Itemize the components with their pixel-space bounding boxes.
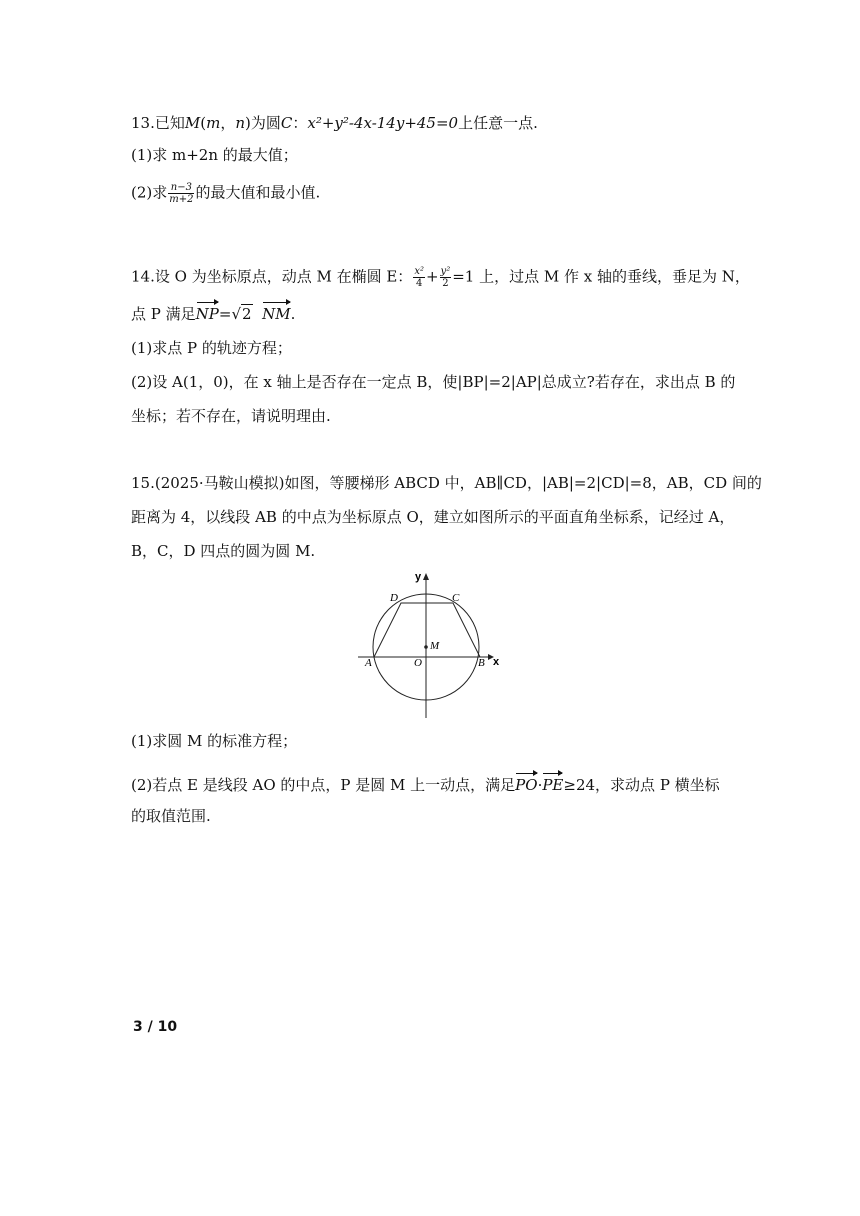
q14-line1-suffix: =1 上，过点 M 作 x 轴的垂线，垂足为 N， — [452, 267, 750, 286]
label-x: x — [493, 656, 500, 668]
q15-part2-line2: 的取值范围. — [131, 807, 211, 825]
q14-line1-prefix: 14.设 O 为坐标原点，动点 M 在椭圆 E： — [131, 267, 413, 286]
q14-part1: (1)求点 P 的轨迹方程； — [131, 339, 292, 357]
q13-circle-C: C — [280, 114, 293, 132]
y-axis-arrow — [423, 573, 429, 580]
label-B: B — [478, 657, 485, 669]
q13-comma: ， — [220, 114, 236, 132]
q15-stem-line1: 15.(2025·马鞍山模拟)如图，等腰梯形 ABCD 中，AB∥CD，|AB|=2|CD|=8，AB，CD 间的 — [131, 474, 762, 492]
vector-PE: PE — [542, 771, 563, 795]
q14-frac-y-num: y² — [440, 266, 451, 277]
q13-frac-numerator: n−3 — [168, 182, 194, 194]
q13-prefix: 13.已知 — [131, 114, 185, 132]
q13-var-n: n — [235, 114, 245, 132]
q13-var-m: m — [206, 114, 221, 132]
q14-line2-prefix: 点 P 满足 — [131, 305, 196, 323]
q14-stem-line2 — [131, 300, 295, 324]
q15-part2-line1 — [131, 771, 720, 795]
q14-fraction-x — [413, 266, 425, 289]
q14-plus: + — [425, 267, 439, 286]
q13-colon: ： — [292, 114, 308, 132]
q13-fraction — [168, 182, 194, 205]
trapezoid-circle-figure — [355, 566, 505, 721]
q13-part1: (1)求 m+2n 的最大值； — [131, 146, 298, 164]
q15-part2-prefix: (2)若点 E 是线段 AO 的中点，P 是圆 M 上一动点，满足 — [131, 776, 516, 794]
label-C: C — [452, 592, 460, 604]
q13-point-M: M — [184, 114, 201, 132]
label-A: A — [365, 657, 372, 669]
q13-paren-open: ( — [200, 114, 207, 132]
q14-frac-y-den: 2 — [442, 278, 449, 289]
q15-part2-suffix: ≥24，求动点 P 横坐标 — [563, 776, 720, 794]
q14-frac-x-num: x² — [414, 266, 424, 277]
q13-equation: x²+y²-4x-14y+45=0 — [307, 114, 459, 132]
sqrt-2 — [231, 304, 252, 324]
q13-suffix: 上任意一点. — [458, 114, 538, 132]
q14-stem-line1 — [131, 266, 750, 289]
vector-PO: PO — [515, 771, 537, 795]
q15-stem-line2: 距离为 4，以线段 AB 的中点为坐标原点 O，建立如图所示的平面直角坐标系，记经过 A， — [131, 508, 735, 526]
vector-NP: NP — [196, 300, 219, 324]
vector-NM: NM — [262, 300, 290, 324]
q14-frac-x-den: 4 — [415, 278, 423, 289]
q15-part1: (1)求圆 M 的标准方程； — [131, 732, 298, 750]
q13-paren-close: )为圆 — [245, 114, 281, 132]
page-number: 3 / 10 — [133, 1019, 178, 1035]
q14-period: . — [290, 305, 296, 323]
center-point-M — [424, 645, 428, 649]
sqrt-radicand: 2 — [242, 305, 252, 323]
q13-frac-denominator: m+2 — [169, 194, 194, 205]
label-M: M — [430, 640, 440, 652]
q14-part2-line2: 坐标；若不存在，请说明理由. — [131, 407, 331, 425]
q13-part2 — [131, 182, 320, 205]
q14-equals: = — [218, 305, 232, 323]
q13-part2-prefix: (2)求 — [131, 183, 168, 202]
q13-part2-suffix: 的最大值和最小值. — [195, 183, 321, 202]
q15-stem-line3: B，C，D 四点的圆为圆 M. — [131, 542, 316, 560]
q14-fraction-y — [440, 266, 452, 289]
q14-part2-line1: (2)设 A(1，0)，在 x 轴上是否存在一定点 B，使|BP|=2|AP|总成立?若存在，求出点 B 的 — [131, 373, 736, 391]
q15-dot: · — [537, 776, 543, 794]
trapezoid-ABCD — [374, 603, 480, 657]
label-y: y — [415, 571, 422, 583]
q13-stem — [131, 113, 538, 133]
label-O: O — [414, 657, 422, 669]
sqrt-sign: √ — [231, 305, 241, 323]
label-D: D — [390, 592, 398, 604]
